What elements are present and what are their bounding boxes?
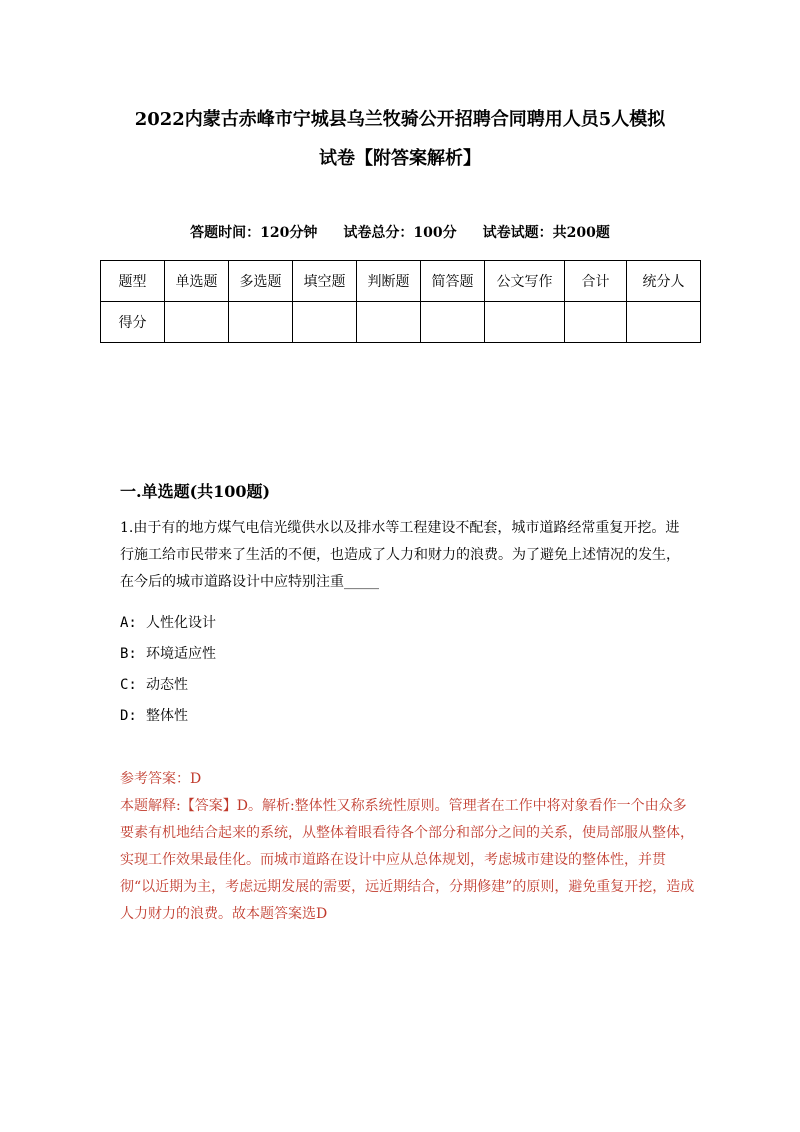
score-table [100,260,701,343]
option-text: 整体性 [146,708,188,724]
score-table-header-cell: 单选题 [165,261,229,302]
score-cell [293,302,357,343]
score-table-score-row [101,302,701,343]
score-cell [165,302,229,343]
score-table-header-cell: 合计 [565,261,627,302]
score-table-header-cell: 公文写作 [485,261,565,302]
score-cell [421,302,485,343]
score-table-header-cell: 统分人 [627,261,701,302]
score-table-header-cell: 题型 [101,261,165,302]
option-b [120,639,216,670]
score-table-header-cell: 填空题 [293,261,357,302]
score-cell [485,302,565,343]
document-title-line-2: 试卷【附答案解析】 [319,148,481,169]
section-title: 一.单选题(共100题) [120,482,271,501]
exam-total-score: 试卷总分：100分 [343,225,457,241]
option-a [120,608,216,639]
score-row-label: 得分 [101,302,165,343]
question-options [120,608,216,732]
score-table-header-cell: 多选题 [229,261,293,302]
score-table-header-row [101,261,701,302]
score-cell [627,302,701,343]
option-key: D: [120,708,137,724]
option-text: 动态性 [146,677,188,693]
option-d [120,701,216,732]
option-key: B: [120,646,137,662]
document-title-line-1: 2022内蒙古赤峰市宁城县乌兰牧骑公开招聘合同聘用人员5人模拟 [134,109,666,130]
score-table-header-cell: 判断题 [357,261,421,302]
exam-total-questions: 试卷试题：共200题 [482,225,610,241]
exam-time: 答题时间：120分钟 [190,225,318,241]
option-c [120,670,216,701]
reference-answer: 参考答案：D [120,771,202,787]
score-cell [229,302,293,343]
answer-explanation: 本题解释:【答案】D。解析:整体性又称系统性原则。管理者在工作中将对象看作一个由众多要素有机地结合起来的系统，从整体着眼看待各个部分和部分之间的关系，使局部服从整体，实现工作效果最佳化。而城市道路在设计中应从总体规划，考虑城市建设的整体性，并贯彻“以近期为主，考虑远期发展的需要，远近期结合，分期修建”的原则，避免重复开挖，造成人力财力的浪费。故本题答案选D [120,798,695,922]
option-text: 人性化设计 [146,615,216,631]
option-key: A: [120,615,137,631]
option-key: C: [120,677,137,693]
question-text: 1.由于有的地方煤气电信光缆供水以及排水等工程建设不配套，城市道路经常重复开挖。进行施工给市民带来了生活的不便，也造成了人力和财力的浪费。为了避免上述情况的发生，在今后的城市道路设计中应特别注重_____ [120,520,680,590]
score-cell [357,302,421,343]
answer-block [120,766,695,928]
score-table-header-cell: 简答题 [421,261,485,302]
exam-info [100,224,700,242]
option-text: 环境适应性 [146,646,216,662]
score-cell [565,302,627,343]
